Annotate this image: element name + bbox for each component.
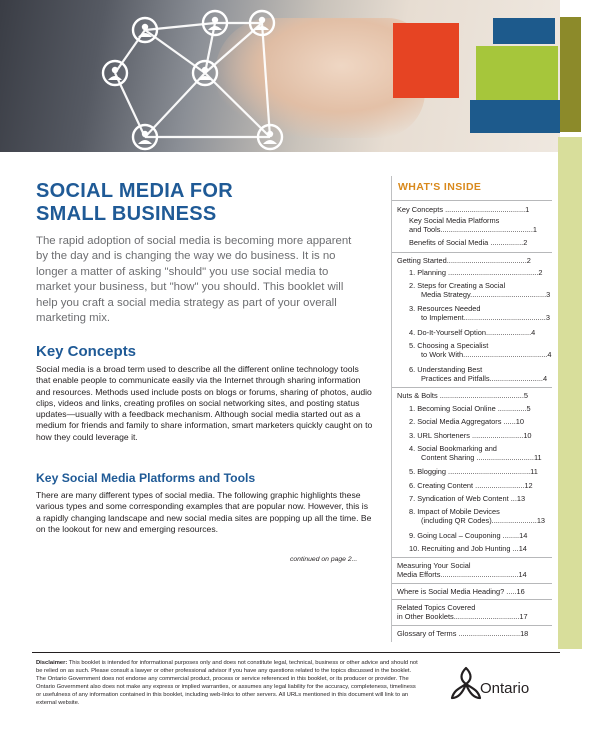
toc-divider: [392, 599, 552, 600]
platforms-body: There are many different types of social media. The following graphic highlights these various types and some corresponding examples that are popular now. However, this is a rapidly changing landscape and new social media sites are popping up all the time. Be on the lookout for new and emerging resources.: [36, 490, 372, 534]
toc-item[interactable]: 3. Resources Needed: [409, 304, 481, 313]
footer-divider: [32, 652, 560, 653]
trillium-icon: [450, 666, 482, 702]
toc-divider: [392, 583, 552, 584]
toc-item[interactable]: in Other Booklets................................17: [397, 612, 528, 621]
ontario-logo-text: Ontario: [480, 680, 530, 697]
toc-item[interactable]: 6. Creating Content ........................12: [409, 481, 533, 490]
toc-item[interactable]: and Tools.............................................1: [409, 225, 538, 234]
toc-item[interactable]: Content Sharing ............................11: [421, 453, 542, 462]
toc-item[interactable]: 3. URL Shorteners .........................10: [409, 431, 532, 440]
toc-divider: [392, 200, 552, 201]
platforms-heading: Key Social Media Platforms and Tools: [36, 471, 256, 485]
toc-item[interactable]: 2. Social Media Aggregators ......10: [409, 417, 525, 426]
intro-paragraph: The rapid adoption of social media is becoming more apparent by the day and is changing the way we do business. It is no longer a matter of asking "should" you use social media to market your business, but "how" you should. This booklet will help you craft a social media strategy as part of your overall marketing mix.: [36, 235, 352, 325]
toc-item[interactable]: 4. Social Bookmarking and: [409, 444, 497, 453]
toc-item[interactable]: Glossary of Terms ..............................18: [397, 629, 529, 638]
side-rail: [558, 137, 582, 649]
toc-item[interactable]: to Work With.........................................4: [421, 350, 552, 359]
toc-item[interactable]: Getting Started.......................................2: [397, 256, 531, 265]
toc-item[interactable]: Key Social Media Platforms: [409, 216, 500, 225]
person-network-icon: [0, 0, 400, 152]
document-title: SOCIAL MEDIA FOR SMALL BUSINESS: [36, 180, 234, 225]
toc-item[interactable]: 8. Impact of Mobile Devices: [409, 507, 500, 516]
decor-square-green: [476, 46, 558, 101]
toc-item[interactable]: 4. Do-It-Yourself Option......................4: [409, 328, 536, 337]
key-concepts-body: Social media is a broad term used to describe all the different online technology tools that enable people to communicate easily via the Internet through sharing information and resources. Methods used include posts on blogs or forums, sharing of photos, audio clips, videos and links, creating profiles on social networking sites, and posting status updates—usually with a feedback mechanism. Although social media started out as a medium for friends and family to share information, smart marketers quickly caught on to how they could leverage it.: [36, 364, 373, 442]
toc-item[interactable]: 7. Syndication of Web Content ...13: [409, 494, 526, 503]
toc-item[interactable]: 1. Becoming Social Online ..............5: [409, 404, 531, 413]
toc-item[interactable]: Measuring Your Social: [397, 561, 471, 570]
toc-item[interactable]: Media Strategy.....................................3: [421, 290, 551, 299]
toc-divider: [392, 252, 552, 253]
toc-item[interactable]: (including QR Codes)......................13: [421, 516, 546, 525]
disclaimer-text: This booklet is intended for informational purposes only and does not constitute legal, technical, business or other advice and should not be relied on as such. Please consult a lawyer or other professional advisor if you have any questions related to the topics discussed in the booklet. The Ontario Government does not endorse any commercial product, process or service referenced in this booklet, or its producer or provider. The Ontario Government also does not make any express or implied warranties, or assumes any legal liability for the accuracy, completeness, timeliness or usefulness of any information contained in this booklet, including web-links to other servers. All URLs mentioned in this document will link to an external website.: [36, 660, 418, 706]
table-of-contents: [391, 176, 554, 642]
toc-item[interactable]: Nuts & Bolts .........................................5: [397, 391, 529, 400]
disclaimer-label: Disclaimer:: [36, 660, 68, 666]
toc-item[interactable]: 6. Understanding Best: [409, 365, 483, 374]
toc-item[interactable]: 9. Going Local – Couponing ........14: [409, 531, 528, 540]
decor-bar-olive: [560, 17, 581, 132]
toc-divider: [392, 387, 552, 388]
continued-note: continued on page 2...: [290, 556, 358, 563]
toc-title: WHAT'S INSIDE: [398, 181, 482, 193]
toc-item[interactable]: Related Topics Covered: [397, 603, 476, 612]
toc-item[interactable]: Benefits of Social Media ................2: [409, 238, 528, 247]
toc-item[interactable]: 1. Planning ............................................2: [409, 268, 543, 277]
toc-divider: [392, 625, 552, 626]
decor-square-orange: [393, 23, 459, 98]
toc-item[interactable]: to Implement........................................3: [421, 313, 550, 322]
disclaimer: [36, 660, 421, 707]
toc-item[interactable]: 2. Steps for Creating a Social: [409, 281, 506, 290]
toc-item[interactable]: 5. Blogging ........................................11: [409, 467, 538, 476]
toc-item[interactable]: 10. Recruiting and Job Hunting ...14: [409, 544, 527, 553]
key-concepts-heading: Key Concepts: [36, 343, 137, 360]
toc-item[interactable]: Media Efforts......................................14: [397, 570, 527, 579]
toc-divider: [392, 557, 552, 558]
decor-square-navy-top: [493, 18, 555, 44]
toc-item[interactable]: Key Concepts .......................................1: [397, 205, 530, 214]
toc-item[interactable]: 5. Choosing a Specialist: [409, 341, 489, 350]
toc-item[interactable]: Where is Social Media Heading? .....16: [397, 587, 525, 596]
toc-item[interactable]: Practices and Pitfalls..........................4: [421, 374, 548, 383]
decor-square-navy-bottom: [470, 100, 560, 133]
